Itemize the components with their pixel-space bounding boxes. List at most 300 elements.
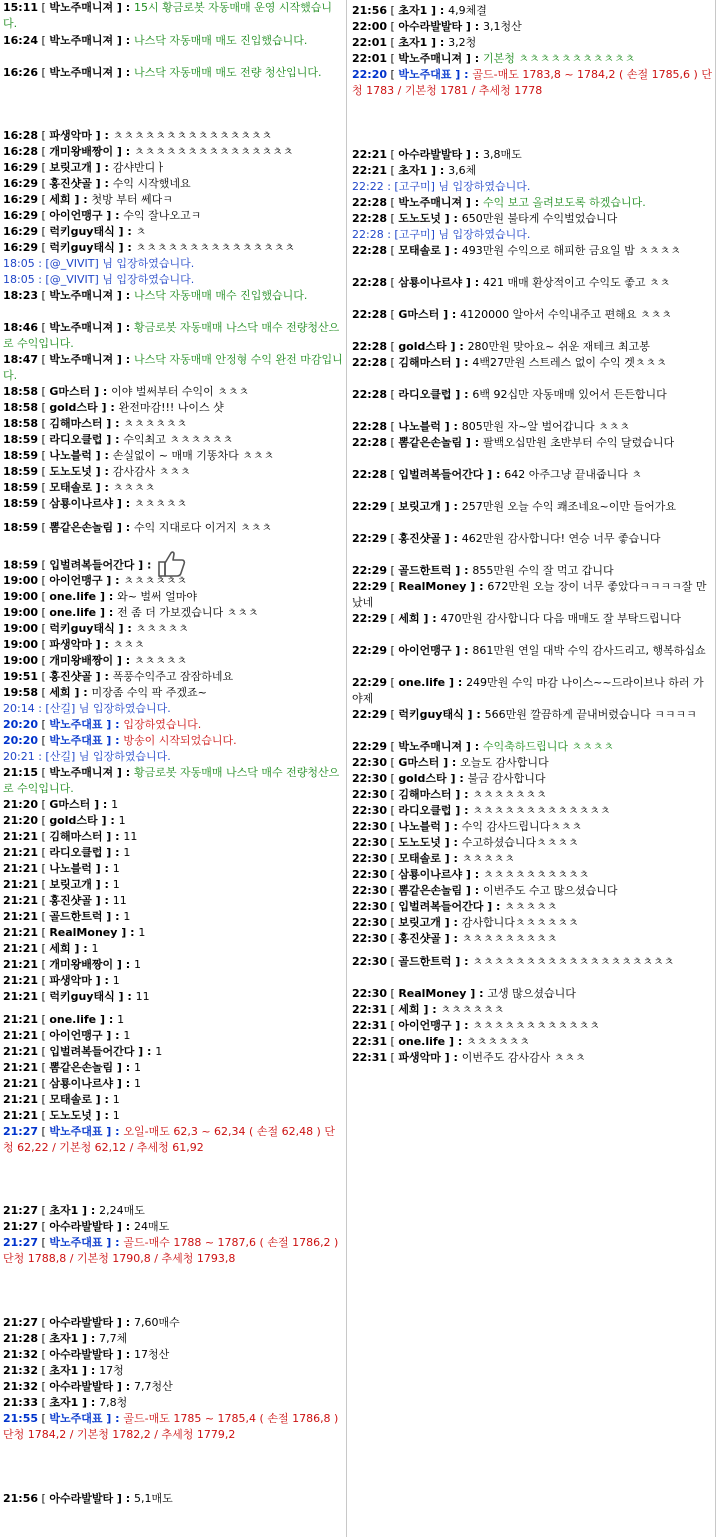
message-author[interactable]: 김해마스터 [398, 356, 452, 369]
message-text: 골드-매도 1785 ~ 1785,4 ( 손절 1786,8 ) 단청 1784,2 / 기본청 1782,2 / 추세청 1779,2 [3, 1412, 342, 1441]
chat-message-row: 22:30 [ 모태솔로 ] : ㅊㅊㅊㅊㅊ [352, 852, 515, 865]
message-author[interactable]: 럭키guy태식 [49, 622, 115, 635]
message-text: 855만원 수익 잘 먹고 갑니다 [472, 564, 614, 577]
chat-message-row: 22:30 [ 홍진샷골 ] : ㅊㅊㅊㅊㅊㅊㅊㅊㅊ [352, 932, 558, 945]
message-text: ㅊㅊㅊㅊㅊㅊ [440, 1003, 505, 1016]
message-timestamp: 21:21 [3, 862, 39, 875]
message-timestamp: 21:32 [3, 1348, 39, 1361]
chat-message-row: 22:31 [ 아이언맹구 ] : ㅊㅊㅊㅊㅊㅊㅊㅊㅊㅊㅊㅊ [352, 1019, 600, 1032]
message-timestamp: 20:20 [3, 734, 39, 747]
chat-message-row: 21:21 [ 보릿고개 ] : 1 [3, 878, 120, 891]
chat-message-row: 21:27 [ 아수라발발타 ] : 24매도 [3, 1220, 170, 1233]
chat-message-row: 21:21 [ 럭키guy태식 ] : 11 [3, 990, 150, 1003]
message-author[interactable]: 보릿고개 [49, 878, 92, 891]
message-text: 6백 92십만 자동매매 있어서 든든합니다 [472, 388, 667, 401]
message-author[interactable]: 홍진샷골 [49, 894, 92, 907]
message-text: 3,1청산 [483, 20, 522, 33]
message-timestamp: 21:21 [3, 1109, 39, 1122]
message-timestamp: 22:28 [352, 308, 388, 321]
message-author[interactable]: 김해마스터 [49, 417, 103, 430]
message-author[interactable]: 박노주매니져 [398, 52, 463, 65]
message-text: 3,2청 [448, 36, 477, 49]
message-author[interactable]: 도노도넛 [398, 212, 441, 225]
chat-message-row: 21:21 [ 개미왕배짱이 ] : 1 [3, 958, 141, 971]
message-author[interactable]: 개미왕배짱이 [49, 958, 114, 971]
message-author[interactable]: 박노주대표 [398, 68, 452, 81]
chat-message-row: 21:28 [ 초자1 ] : 7,7체 [3, 1332, 128, 1345]
message-text: 감사합니다ㅊㅊㅊㅊㅊㅊ [461, 916, 579, 929]
message-author[interactable]: 박노주매니져 [49, 1, 114, 14]
message-timestamp: 18:59 [3, 497, 39, 510]
chat-message-row: 20:20 [ 박노주대표 ] : 입장하였습니다. [3, 718, 202, 731]
chat-message-row: 18:59 [ 라디오클럽 ] : 수익최고 ㅊㅊㅊㅊㅊㅊ [3, 433, 234, 446]
chat-message-row: 21:32 [ 아수라발발타 ] : 7,7청산 [3, 1380, 173, 1393]
message-author[interactable]: 아수라발발타 [398, 20, 463, 33]
message-timestamp: 19:00 [3, 622, 39, 635]
chat-message-row: 21:21 [ 골드한트럭 ] : 1 [3, 910, 131, 923]
message-timestamp: 21:21 [3, 926, 39, 939]
chat-message-row: 21:21 [ 김해마스터 ] : 11 [3, 830, 138, 843]
message-timestamp: 21:21 [3, 1061, 39, 1074]
message-author[interactable]: 초자1 [49, 1364, 79, 1377]
message-author[interactable]: 초자1 [49, 1332, 79, 1345]
message-text: ㅊㅊㅊㅊㅊ [134, 654, 188, 667]
message-timestamp: 21:21 [3, 878, 39, 891]
message-text: 1 [112, 1093, 120, 1106]
message-author[interactable]: 세희 [49, 686, 71, 699]
message-timestamp: 19:00 [3, 606, 39, 619]
chat-message-row: 19:51 [ 홍진샷골 ] : 폭풍수익주고 잠잠하네요 [3, 670, 234, 683]
message-author[interactable]: G마스터 [398, 756, 440, 769]
message-timestamp: 22:30 [352, 932, 388, 945]
message-author[interactable]: 럭키guy태식 [49, 990, 115, 1003]
message-author[interactable]: 도노도넛 [49, 1109, 92, 1122]
system-entry-message [3, 749, 344, 765]
chat-message-row: 22:30 [ 나노블럭 ] : 수익 감사드립니다ㅊㅊㅊ [352, 820, 583, 833]
message-author[interactable]: 모태솔로 [398, 244, 441, 257]
message-timestamp: 18:58 [3, 385, 39, 398]
message-author[interactable]: 김해마스터 [49, 830, 103, 843]
message-author[interactable]: 아이언맹구 [398, 644, 452, 657]
message-text: 650만원 불타게 수익벌었습니다 [461, 212, 618, 225]
message-text: 나스닥 자동매매 매도 진입했습니다. [134, 34, 308, 47]
chat-message-row: 21:56 [ 초자1 ] : 4,9체결 [352, 4, 487, 17]
message-timestamp: 22:30 [352, 868, 388, 881]
message-text: 7,60매수 [134, 1316, 180, 1329]
chat-message-row: 21:21 [ 도노도넛 ] : 1 [3, 1109, 120, 1122]
chat-message-row: 21:55 [ 박노주대표 ] : 골드-매도 1785 ~ 1785,4 ( 손절 1786,8 ) 단청 1784,2 / 기본청 1782,2 / 추세청 1779,2 [3, 1412, 342, 1441]
message-text: 수익 보고 올려보도록 하겠습니다. [483, 196, 646, 209]
message-timestamp: 16:28 [3, 129, 39, 142]
message-author[interactable]: 모태솔로 [49, 1093, 92, 1106]
message-text: 황금로봇 자동매매 나스닥 매수 전량청산으로 수익입니다. [3, 321, 340, 350]
message-author[interactable]: G마스터 [49, 798, 91, 811]
message-author[interactable]: 세희 [398, 612, 420, 625]
message-author[interactable]: 개미왕배짱이 [49, 654, 114, 667]
message-timestamp: 16:28 [3, 145, 39, 158]
message-timestamp: 18:58 [3, 417, 39, 430]
message-timestamp: 21:27 [3, 1204, 39, 1217]
message-timestamp: 22:29 [352, 532, 388, 545]
message-author[interactable]: 모태솔로 [49, 481, 92, 494]
chat-message-row: 19:00 [ one.life ] : 전 좀 더 가보겠습니다 ㅊㅊㅊ [3, 606, 259, 619]
message-timestamp: 18:59 [3, 433, 39, 446]
message-author[interactable]: 아수라발발타 [398, 148, 463, 161]
message-text: ㅊㅊㅊㅊㅊㅊㅊㅊㅊㅊ [483, 868, 590, 881]
message-timestamp: 22:28 [352, 244, 388, 257]
message-timestamp: 21:28 [3, 1332, 39, 1345]
chat-message-row: 22:28 [ 뽐같은손놀림 ] : 팔백오십만원 초반부터 수익 달렸습니다 [352, 436, 675, 449]
message-author[interactable]: 모태솔로 [398, 852, 441, 865]
message-text: ㅊㅊㅊㅊㅊ [504, 900, 558, 913]
chat-message-row: 18:23 [ 박노주매니져 ] : 나스닥 자동매매 매수 진입했습니다. [3, 289, 308, 302]
message-text: 와~ 벌써 얼마야 [117, 590, 198, 603]
message-author[interactable]: 골드한트럭 [398, 955, 452, 968]
message-text: ㅊㅊㅊㅊㅊ [134, 497, 188, 510]
chat-message-row: 16:28 [ 파생악마 ] : ㅊㅊㅊㅊㅊㅊㅊㅊㅊㅊㅊㅊㅊㅊㅊ [3, 129, 273, 142]
message-author[interactable]: 초자1 [398, 36, 428, 49]
message-text: 1 [118, 814, 126, 827]
chat-message-row: 16:29 [ 럭키guy태식 ] : ㅊㅊㅊㅊㅊㅊㅊㅊㅊㅊㅊㅊㅊㅊㅊ [3, 241, 296, 254]
message-timestamp: 18:47 [3, 353, 39, 366]
message-timestamp: 18:46 [3, 321, 39, 334]
chat-message-row: 22:01 [ 박노주매니져 ] : 기본청 ㅊㅊㅊㅊㅊㅊㅊㅊㅊㅊㅊ [352, 52, 636, 65]
message-timestamp: 22:30 [352, 820, 388, 833]
chat-message-row: 22:20 [ 박노주대표 ] : 골드-매도 1783,8 ~ 1784,2 ( 손절 1785,6 ) 단청 1783 / 기본청 1781 / 추세청 1778 [352, 68, 712, 97]
system-entry-message [352, 227, 713, 243]
chat-message-row: 22:21 [ 아수라발발타 ] : 3,8매도 [352, 148, 522, 161]
message-author[interactable]: one.life [49, 1013, 97, 1026]
system-message-text: 22:28 : [고구미] 님 입장하였습니다. [352, 228, 531, 241]
message-text: 11 [123, 830, 138, 843]
message-author[interactable]: 아이언맹구 [49, 574, 103, 587]
message-author[interactable]: 아수라발발타 [49, 1492, 114, 1505]
message-timestamp: 16:29 [3, 177, 39, 190]
message-author[interactable]: 박노주매니져 [49, 66, 114, 79]
message-timestamp: 22:31 [352, 1003, 388, 1016]
message-text: 5,1매도 [134, 1492, 173, 1505]
message-text: 1 [138, 926, 146, 939]
message-timestamp: 18:59 [3, 465, 39, 478]
message-author[interactable]: 골드한트럭 [49, 910, 103, 923]
message-timestamp: 22:29 [352, 740, 388, 753]
message-timestamp: 16:29 [3, 241, 39, 254]
message-text: 17청 [99, 1364, 124, 1377]
message-author[interactable]: 삼룡이나르샤 [398, 868, 463, 881]
message-author[interactable]: 도노도넛 [398, 836, 441, 849]
message-author[interactable]: 파생악마 [49, 638, 92, 651]
message-text: 1 [155, 1045, 163, 1058]
message-timestamp: 21:21 [3, 910, 39, 923]
message-author[interactable]: 박노주매니져 [398, 740, 463, 753]
message-author[interactable]: 입벌려복들어간다 [398, 900, 484, 913]
message-timestamp: 16:29 [3, 209, 39, 222]
chat-message-row: 22:30 [ G마스터 ] : 오늘도 감사합니다 [352, 756, 549, 769]
message-author[interactable]: gold스타 [398, 772, 447, 785]
message-author[interactable]: 삼룡이나르샤 [398, 276, 463, 289]
message-text: 완전마감!!! 나이스 샷 [118, 401, 224, 414]
message-author[interactable]: G마스터 [398, 308, 440, 321]
message-author[interactable]: 박노주대표 [49, 1125, 103, 1138]
message-text: ㅊㅊㅊㅊㅊㅊㅊㅊㅊㅊㅊㅊ [472, 1019, 600, 1032]
message-author[interactable]: 뽐같은손놀림 [49, 1061, 114, 1074]
message-text: 미장좀 수익 팍 주겠죠~ [91, 686, 207, 699]
message-timestamp: 21:21 [3, 1045, 39, 1058]
message-author[interactable]: 박노주대표 [49, 1236, 103, 1249]
message-author[interactable]: 파생악마 [49, 974, 92, 987]
message-author[interactable]: 라디오클럽 [49, 846, 103, 859]
message-author[interactable]: 나노블럭 [398, 420, 441, 433]
message-author[interactable]: 보릿고개 [49, 161, 92, 174]
message-text: 감사감사 ㅊㅊㅊ [112, 465, 191, 478]
message-timestamp: 22:28 [352, 340, 388, 353]
chat-message-row: 18:59 [ 뽐같은손놀림 ] : 수익 지대로다 이거지 ㅊㅊㅊ [3, 521, 273, 534]
message-author[interactable]: 보릿고개 [398, 916, 441, 929]
chat-message-row: 22:29 [ 보릿고개 ] : 257만원 오늘 수익 쾌조네요~이만 들어가요 [352, 500, 676, 513]
message-timestamp: 22:29 [352, 500, 388, 513]
message-author[interactable]: 박노주매니져 [49, 289, 114, 302]
message-author[interactable]: 홍진샷골 [49, 670, 92, 683]
chat-message-row: 21:20 [ gold스타 ] : 1 [3, 814, 126, 827]
message-text: 11 [135, 990, 150, 1003]
message-text: 4,9체결 [448, 4, 487, 17]
message-timestamp: 22:30 [352, 804, 388, 817]
message-timestamp: 22:30 [352, 756, 388, 769]
message-timestamp: 16:24 [3, 34, 39, 47]
chat-message-row: 18:59 [ 도노도넛 ] : 감사감사 ㅊㅊㅊ [3, 465, 191, 478]
message-text: 손실없이 ~ 매매 기똥차다 ㅊㅊㅊ [112, 449, 275, 462]
message-text: 골드-매수 1788 ~ 1787,6 ( 손절 1786,2 ) 단청 1788,8 / 기본청 1790,8 / 추세청 1793,8 [3, 1236, 342, 1265]
message-author[interactable]: 박노주대표 [49, 1412, 103, 1425]
message-author[interactable]: G마스터 [49, 385, 91, 398]
chat-message-row: 21:21 [ 아이언맹구 ] : 1 [3, 1029, 131, 1042]
message-text: 나스닥 자동매매 매도 전량 청산입니다. [134, 66, 322, 79]
message-text: 421 매매 환상적이고 수익도 좋고 ㅊㅊ [483, 276, 671, 289]
message-timestamp: 21:21 [3, 1093, 39, 1106]
message-author[interactable]: 도노도넛 [49, 465, 92, 478]
message-timestamp: 21:56 [3, 1492, 39, 1505]
system-message-text: 22:22 : [고구미] 님 입장하였습니다. [352, 180, 531, 193]
message-timestamp: 22:21 [352, 164, 388, 177]
message-author[interactable]: 나노블럭 [49, 449, 92, 462]
chat-message-row: 22:30 [ gold스타 ] : 불금 감사합니다 [352, 772, 546, 785]
message-author[interactable]: gold스타 [49, 401, 98, 414]
message-author[interactable]: gold스타 [49, 814, 98, 827]
message-author[interactable]: 홍진샷골 [398, 532, 441, 545]
message-text: 황금로봇 자동매매 나스닥 매수 전량청산으로 수익입니다. [3, 766, 340, 795]
message-timestamp: 22:28 [352, 468, 388, 481]
message-timestamp: 21:15 [3, 766, 39, 779]
message-author[interactable]: 파생악마 [398, 1051, 441, 1064]
chat-message-row: 22:30 [ 입벌려복들어간다 ] : ㅊㅊㅊㅊㅊ [352, 900, 558, 913]
message-author[interactable]: 럭키guy태식 [49, 225, 115, 238]
message-author[interactable]: 박노주대표 [49, 718, 103, 731]
chat-message-row: 18:58 [ 김해마스터 ] : ㅊㅊㅊㅊㅊㅊ [3, 417, 188, 430]
chat-message-row: 16:28 [ 개미왕배짱이 ] : ㅊㅊㅊㅊㅊㅊㅊㅊㅊㅊㅊㅊㅊㅊㅊ [3, 145, 294, 158]
message-author[interactable]: 세희 [398, 1003, 420, 1016]
message-author[interactable]: 세희 [49, 193, 71, 206]
message-author[interactable]: one.life [49, 590, 97, 603]
chat-message-row: 22:30 [ 보릿고개 ] : 감사합니다ㅊㅊㅊㅊㅊㅊ [352, 916, 579, 929]
message-author[interactable]: 초자1 [398, 4, 428, 17]
chat-message-row: 21:27 [ 아수라발발타 ] : 7,60매수 [3, 1316, 180, 1329]
message-author[interactable]: 삼룡이나르샤 [49, 497, 114, 510]
message-author[interactable]: 삼룡이나르샤 [49, 1077, 114, 1090]
message-author[interactable]: 뽐같은손놀림 [398, 436, 463, 449]
chat-message-row: 21:27 [ 박노주대표 ] : 오일-매도 62,3 ~ 62,34 ( 손절 62,48 ) 단청 62,22 / 기본청 62,12 / 추세청 61,92 [3, 1125, 335, 1154]
message-timestamp: 22:28 [352, 356, 388, 369]
message-timestamp: 22:28 [352, 420, 388, 433]
chat-message-row: 21:21 [ 모태솔로 ] : 1 [3, 1093, 120, 1106]
message-timestamp: 21:27 [3, 1236, 39, 1249]
message-timestamp: 19:51 [3, 670, 39, 683]
chat-message-row: 16:29 [ 럭키guy태식 ] : ㅊ [3, 225, 147, 238]
chat-message-row: 22:28 [ 입벌려복들어간다 ] : 642 아주그냥 끝내줍니다 ㅊ [352, 468, 642, 481]
chat-message-row: 22:01 [ 초자1 ] : 3,2청 [352, 36, 477, 49]
message-text: 1 [123, 910, 131, 923]
chat-message-row: 21:21 [ 파생악마 ] : 1 [3, 974, 120, 987]
chat-message-row: 15:11 [ 박노주매니져 ] : 15시 황금로봇 자동매매 운영 시작했습니다. [3, 1, 332, 30]
message-text: ㅊㅊㅊㅊㅊㅊㅊㅊㅊㅊㅊㅊㅊㅊㅊ [112, 129, 273, 142]
message-text: 257만원 오늘 수익 쾌조네요~이만 들어가요 [461, 500, 676, 513]
message-text: 1 [112, 1109, 120, 1122]
message-text: 11 [112, 894, 127, 907]
message-text: ㅊㅊㅊㅊㅊㅊㅊㅊㅊㅊㅊㅊㅊㅊㅊㅊㅊㅊㅊ [472, 955, 675, 968]
message-author[interactable]: 아수라발발타 [49, 1220, 114, 1233]
chat-message-row: 18:47 [ 박노주매니져 ] : 나스닥 자동매매 안정형 수익 완전 마감입니다. [3, 353, 343, 382]
message-timestamp: 22:29 [352, 644, 388, 657]
message-text: 280만원 맞아요~ 쉬운 재테크 최고봉 [467, 340, 650, 353]
message-text: 수익 시작했네요 [112, 177, 191, 190]
message-text: 15시 황금로봇 자동매매 운영 시작했습니다. [3, 1, 332, 30]
chat-message-row: 22:28 [ 삼룡이나르샤 ] : 421 매매 환상적이고 수익도 좋고 ㅊㅊ [352, 276, 671, 289]
message-timestamp: 22:31 [352, 1019, 388, 1032]
message-author[interactable]: 입벌려복들어간다 [49, 558, 135, 572]
message-text: 1 [134, 958, 141, 971]
message-text: 4백27만원 스트레스 없이 수익 겟ㅊㅊㅊ [472, 356, 667, 369]
chat-message-row: 22:29 [ 럭키guy태식 ] : 566만원 깔끔하게 끝내버렸습니다 ㅋㅋㅋㅋ [352, 708, 697, 721]
message-timestamp: 22:30 [352, 884, 388, 897]
message-timestamp: 22:00 [352, 20, 388, 33]
message-text: 이번주도 수고 많으셨습니다 [483, 884, 618, 897]
message-timestamp: 22:20 [352, 68, 388, 81]
message-author[interactable]: 나노블럭 [398, 820, 441, 833]
message-author[interactable]: 박노주매니져 [398, 196, 463, 209]
message-timestamp: 18:23 [3, 289, 39, 302]
message-text: 2,24매도 [99, 1204, 145, 1217]
message-text: 17청산 [134, 1348, 170, 1361]
message-author[interactable]: 박노주매니져 [49, 321, 114, 334]
message-author[interactable]: gold스타 [398, 340, 447, 353]
message-author[interactable]: 초자1 [49, 1396, 79, 1409]
message-author[interactable]: 홍진샷골 [49, 177, 92, 190]
message-timestamp: 21:21 [3, 974, 39, 987]
message-text: 672만원 오늘 장이 너무 좋았다ㅋㅋㅋㅋ잘 만났네 [352, 580, 707, 609]
message-author[interactable]: 입벌려복들어간다 [398, 468, 484, 481]
message-text: ㅊㅊㅊㅊㅊㅊㅊㅊㅊㅊㅊㅊㅊㅊㅊ [134, 145, 294, 158]
message-author[interactable]: 김해마스터 [398, 788, 452, 801]
chat-message-row: 19:58 [ 세희 ] : 미장좀 수익 팍 주겠죠~ [3, 686, 207, 699]
message-author[interactable]: 박노주매니져 [49, 766, 114, 779]
message-timestamp: 19:00 [3, 590, 39, 603]
message-author[interactable]: 홍진샷골 [398, 932, 441, 945]
message-author[interactable]: 아이언맹구 [49, 1029, 103, 1042]
message-timestamp: 18:59 [3, 558, 39, 572]
message-text: 팔백오십만원 초반부터 수익 달렸습니다 [483, 436, 675, 449]
message-author[interactable]: 골드한트럭 [398, 564, 452, 577]
system-entry-message [3, 701, 344, 717]
message-author[interactable]: 아수라발발타 [49, 1348, 114, 1361]
system-message-text: 20:21 : [산길] 님 입장하였습니다. [3, 750, 171, 763]
message-author[interactable]: 초자1 [398, 164, 428, 177]
message-text: 첫방 부터 쎄다ㅋ [91, 193, 173, 206]
message-timestamp: 22:30 [352, 916, 388, 929]
message-author[interactable]: one.life [398, 1035, 446, 1048]
message-author[interactable]: 파생악마 [49, 129, 92, 142]
message-text: 3,6체 [448, 164, 477, 177]
message-author[interactable]: 박노주매니져 [49, 353, 114, 366]
chat-message-row: 19:00 [ 개미왕배짱이 ] : ㅊㅊㅊㅊㅊ [3, 654, 188, 667]
message-author[interactable]: 입벌려복들어간다 [49, 1045, 135, 1058]
message-author[interactable]: one.life [49, 606, 97, 619]
message-author[interactable]: 세희 [49, 942, 71, 955]
message-text: 전 좀 더 가보겠습니다 ㅊㅊㅊ [117, 606, 259, 619]
message-text: ㅊㅊㅊㅊㅊㅊ [123, 417, 188, 430]
message-author[interactable]: 아이언맹구 [398, 1019, 452, 1032]
message-text: 수익 감사드립니다ㅊㅊㅊ [461, 820, 583, 833]
message-text: ㅊㅊㅊㅊㅊ [461, 852, 515, 865]
chat-message-row: 22:28 [ G마스터 ] : 4120000 알아서 수익내주고 편해요 ㅊㅊㅊ [352, 308, 672, 321]
message-text: 493만원 수익으로 해피한 금요일 밤 ㅊㅊㅊㅊ [461, 244, 681, 257]
message-author[interactable]: 뽐같은손놀림 [398, 884, 463, 897]
message-author[interactable]: 박노주매니져 [49, 34, 114, 47]
message-author[interactable]: 초자1 [49, 1204, 79, 1217]
message-author[interactable]: 아수라발발타 [49, 1316, 114, 1329]
message-author[interactable]: 아이언맹구 [49, 209, 103, 222]
message-text: 이번주도 감사감사 ㅊㅊㅊ [461, 1051, 586, 1064]
message-author[interactable]: RealMoney [398, 580, 467, 593]
message-timestamp: 21:21 [3, 1029, 39, 1042]
message-timestamp: 21:33 [3, 1396, 39, 1409]
message-author[interactable]: 라디오클럽 [398, 804, 452, 817]
chat-message-row: 22:00 [ 아수라발발타 ] : 3,1청산 [352, 20, 522, 33]
message-text: 불금 감사합니다 [467, 772, 546, 785]
message-author[interactable]: 뽐같은손놀림 [49, 521, 114, 534]
message-text: 오늘도 감사합니다 [460, 756, 549, 769]
message-author[interactable]: 보릿고개 [398, 500, 441, 513]
message-timestamp: 22:30 [352, 987, 388, 1000]
message-author[interactable]: 아수라발발타 [49, 1380, 114, 1393]
message-author[interactable]: 라디오클럽 [398, 388, 452, 401]
message-timestamp: 20:20 [3, 718, 39, 731]
message-text: ㅊㅊㅊㅊㅊㅊ [466, 1035, 530, 1048]
message-author[interactable]: RealMoney [49, 926, 118, 939]
message-author[interactable]: 럭키guy태식 [398, 708, 464, 721]
chat-message-row: 22:29 [ 홍진샷골 ] : 462만원 감사합니다! 연승 너무 좋습니다 [352, 532, 661, 545]
message-text: 1 [112, 878, 120, 891]
message-timestamp: 22:28 [352, 388, 388, 401]
message-author[interactable]: 박노주대표 [49, 734, 103, 747]
message-author[interactable]: 나노블럭 [49, 862, 92, 875]
message-author[interactable]: 럭키guy태식 [49, 241, 115, 254]
message-author[interactable]: one.life [398, 676, 446, 689]
message-author[interactable]: 라디오클럽 [49, 433, 103, 446]
message-author[interactable]: 개미왕배짱이 [49, 145, 114, 158]
message-timestamp: 19:00 [3, 574, 39, 587]
chat-message-row: 22:29 [ 세희 ] : 470만원 감사합니다 다음 매매도 잘 부탁드립니다 [352, 612, 681, 625]
chat-message-row: 16:29 [ 아이언맹구 ] : 수익 잘나오고ㅋ [3, 209, 202, 222]
message-author[interactable]: RealMoney [398, 987, 467, 1000]
